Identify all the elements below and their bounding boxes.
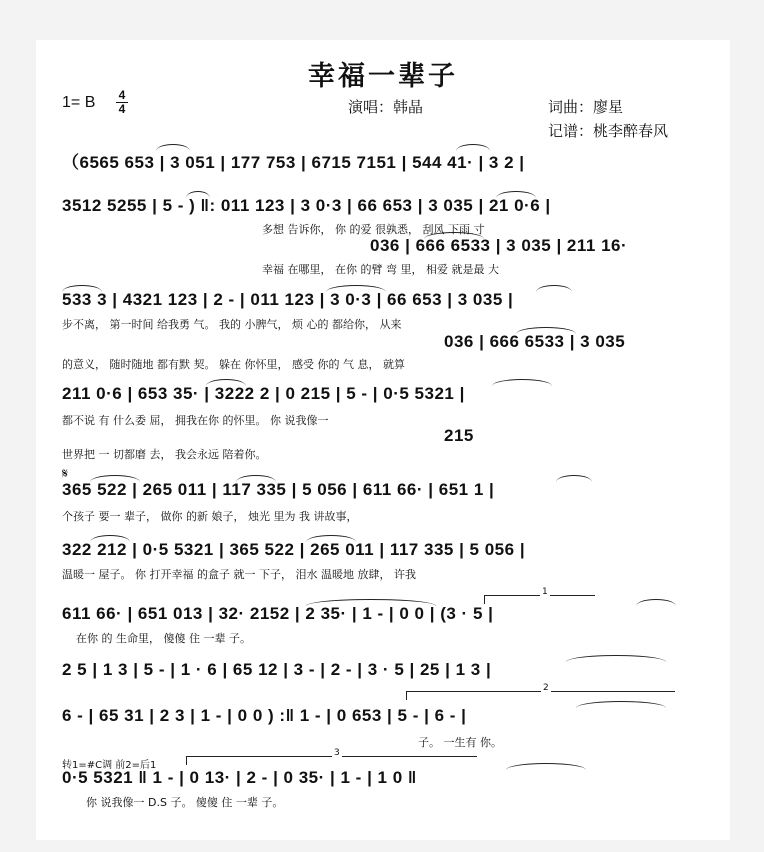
lyricist-credit: 词曲：廖星 xyxy=(548,98,624,116)
key-signature: 1= B xyxy=(62,94,96,111)
volta-3-label: 3 xyxy=(334,748,340,758)
volta-2 xyxy=(406,683,675,700)
lyric-row-9: 温暖一 屋子。 你 打开幸福 的盒子 就一 下子， 泪水 温暖地 放肆， 许我 xyxy=(62,568,416,581)
lyric-row-2: 多想 告诉你， 你 的爱 很孰悉， 刮风 下雨 寸 xyxy=(262,223,485,236)
lyric-row-8: 个孩子 要一 辈子， 做你 的新 娘子， 烛光 里为 我 讲故事， xyxy=(62,510,358,523)
notation-row-1: （6565 653 | 3 051 | 177 753 | 6715 7151 | 544 41· | 3 2 | xyxy=(62,153,525,172)
notation-row-9: 322 212 | 0·5 5321 | 365 522 | 265 011 | 117 335 | 5 056 | xyxy=(62,540,526,559)
notation-row-2: 3512 5255 | 5 - ) ‖: 011 123 | 3 0·3 | 66 653 | 3 035 | 21 0·6 | xyxy=(62,196,551,215)
time-signature-bottom: 4 xyxy=(118,102,126,116)
notation-row-8: 365 522 | 265 011 | 117 335 | 5 056 | 611 66· | 651 1 | xyxy=(62,480,495,499)
lyric-row-4: 步不离， 第一时间 给我勇 气。 我的 小脾气， 烦 心的 都给你， 从来 xyxy=(62,318,402,331)
notation-row-6: 211 0·6 | 653 35· | 3222 2 | 0 215 | 5 - | 0·5 5321 | xyxy=(62,384,465,403)
lyric-row-3: 幸福 在哪里， 在你 的臂 弯 里， 相爱 就是最 大 xyxy=(262,263,499,276)
notation-row-12: 6 - | 65 31 | 2 3 | 1 - | 0 0 ) :‖ 1 - | 0 653 | 5 - | 6 - | xyxy=(62,706,467,725)
lyric-row-13: 你 说我像一 D.S 子。 傻傻 住 一辈 子。 xyxy=(86,796,284,809)
time-signature xyxy=(116,90,128,115)
singer-credit: 演唱：韩晶 xyxy=(348,98,424,116)
lyric-row-5: 的意义， 随时随地 都有默 契。 躲在 你怀里， 感受 你的 气 息， 就算 xyxy=(62,358,405,371)
notation-row-7: 215 xyxy=(444,426,474,445)
time-signature-top: 4 xyxy=(118,88,126,102)
notation-row-10: 611 66· | 651 013 | 32· 2152 | 2 35· | 1 - | 0 0 | (3 · 5 | xyxy=(62,604,494,623)
notation-row-3: 036 | 666 6533 | 3 035 | 211 16· xyxy=(370,236,628,255)
segno-sign: 𝄋 xyxy=(62,466,69,482)
lyric-row-12: 子。 一生有 你。 xyxy=(418,736,502,749)
transcriber-credit: 记谱：桃李醉春风 xyxy=(548,122,669,140)
volta-2-label: 2 xyxy=(543,683,549,693)
score-sheet xyxy=(36,40,730,840)
notation-row-11: 2 5 | 1 3 | 5 - | 1 · 6 | 65 12 | 3 - | 2 - | 3 · 5 | 25 | 1 3 | xyxy=(62,660,492,679)
modulation-note: 转1=#C调 前2=后1 xyxy=(62,760,157,771)
volta-1-label: 1 xyxy=(542,587,548,597)
lyric-row-10: 在你 的 生命里， 傻傻 住 一辈 子。 xyxy=(76,632,251,645)
notation-row-13: 0·5 5321 ‖ 1 - | 0 13· | 2 - | 0 35· | 1 - | 1 0 ‖ xyxy=(62,768,417,787)
lyric-row-7: 世界把 一 切都磨 去， 我会永远 陪着你。 xyxy=(62,448,267,461)
lyric-row-6: 都不说 有 什么委 屈， 拥我在你 的怀里。 你 说我像一 xyxy=(62,414,329,427)
notation-row-5: 036 | 666 6533 | 3 035 xyxy=(444,332,626,351)
volta-1 xyxy=(484,587,595,604)
song-title: 幸福一辈子 xyxy=(308,61,458,92)
volta-3 xyxy=(186,748,477,765)
notation-row-4: 533 3 | 4321 123 | 2 - | 011 123 | 3 0·3 | 66 653 | 3 035 | xyxy=(62,290,514,309)
